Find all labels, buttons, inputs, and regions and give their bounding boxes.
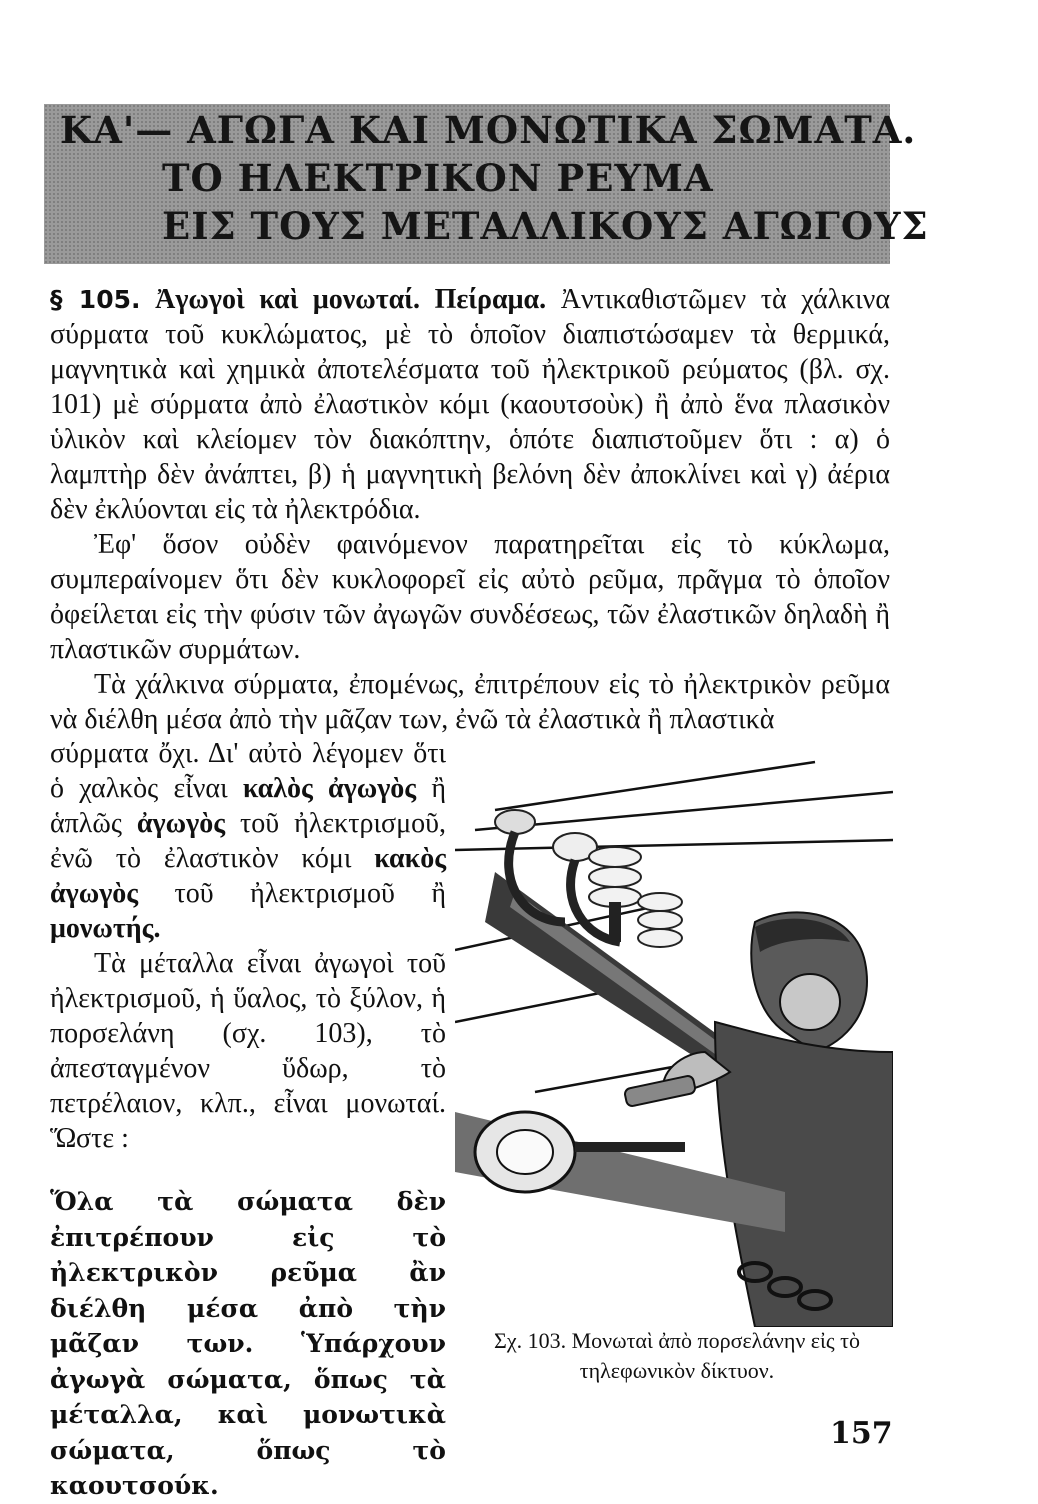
text-span: σύρματα ὄχι. Δι' αὐτὸ λέγομεν ὅτι ὁ χαλκὸς εἶναι [50, 738, 446, 804]
paragraph-1 [50, 282, 890, 527]
term-insulator: μονωτής. [50, 913, 161, 944]
chapter-title-line-3: ΕΙΣ ΤΟΥΣ ΜΕΤΑΛΛΙΚΟΥΣ ΑΓΩΓΟΥΣ [162, 204, 929, 248]
chapter-title-line-2: ΤΟ ΗΛΕΚΤΡΙΚΟΝ ΡΕΥΜΑ [162, 156, 714, 200]
text-span: τοῦ ἠλεκτρισμοῦ ἢ [174, 878, 446, 909]
chapter-banner [44, 104, 929, 264]
paragraph-1-body: Ἀντικαθιστῶμεν τὰ χάλκινα σύρματα τοῦ κυκλώματος, μὲ τὸ ὁποῖον διαπιστώσαμεν τὰ θερμικά, μαγνητικὰ καὶ χημικὰ ἀποτελέσματα τοῦ ἠλεκτρικοῦ ρεύματος (βλ. σχ. 101) μὲ σύρματα ἀπὸ ἐλαστικὸν κόμι (καουτσοὺκ) ἢ ἀπὸ ἕνα πλασικὸν ὑλικὸν καὶ κλείομεν τὸν διακόπτην, ὁπότε διαπιστοῦμεν ὅτι : α) ὁ λαμπτὴρ δὲν ἀνάπτει, β) ἡ μαγνητικὴ βελόνη δὲν ἀποκλίνει καὶ γ) ἀέρια δὲν ἐκλύονται εἰς τὰ ἠλεκτρόδια. [50, 284, 891, 525]
paragraph-4: Τὰ μέταλλα εἶναι ἀγωγοὶ τοῦ ἠλεκτρισμοῦ, ἡ ὕαλος, τὸ ξύλον, ἡ πορσελάνη (σχ. 103), τὸ ἀπεσταγμένον ὕδωρ, τὸ πετρέλαιον, κλπ., εἶναι μονωταί. Ὥστε : [50, 948, 446, 1154]
figure-porcelain-insulators [455, 752, 893, 1327]
section-heading: Ἀγωγοὶ καὶ μονωταί. Πείραμα. [155, 284, 547, 315]
section-number: § 105. [50, 285, 141, 314]
figure-caption: Σχ. 103. Μονωταὶ ἀπὸ πορσελάνην εἰς τὸ τηλεφωνικὸν δίκτυον. [494, 1328, 860, 1383]
left-column [50, 736, 446, 1156]
stacked-insulator-2 [638, 893, 682, 947]
paragraph-2: Ἐφ' ὅσον οὐδὲν φαινόμενον παρατηρεῖται εἰς τὸ κύκλωμα, συμπεραίνομεν ὅτι δὲν κυκλοφορεῖ εἰς αὐτὸ ρεῦμα, πρᾶγμα τὸ ὁποῖον ὀφείλεται εἰς τὴν φύσιν τῶν ἀγωγῶν συνδέσεως, τῶν ἐλαστικῶν δηλαδὴ ἢ πλαστικῶν συρμάτων. [50, 529, 890, 665]
page-number: 157 [830, 1416, 893, 1451]
text-span: τοῦ ἠλεκτρισμοῦ, ἐνῶ τὸ ἐλαστικὸν κόμι [50, 808, 446, 874]
term-good-conductor: καλὸς ἀγωγὸς [242, 773, 417, 804]
term-bad-conductor: κακὸς ἀγωγὸς [50, 843, 447, 909]
main-text [50, 282, 890, 737]
chapter-title-line-1: ΚΑ'— ΑΓΩΓΑ ΚΑΙ ΜΟΝΩΤΙΚΑ ΣΩΜΑΤΑ. [60, 108, 917, 152]
term-conductor: ἀγωγὸς [136, 808, 226, 839]
text-span: ἢ ἁπλῶς [50, 773, 447, 839]
summary-statement: Ὅλα τὰ σώματα δὲν ἐπιτρέπουν εἰς τὸ ἠλεκτρικὸν ρεῦμα ἂν διέλθη μέσα ἀπὸ τὴν μᾶζαν των. Ὑπάρχουν ἀγωγὰ σώματα, ὅπως τὰ μέταλλα, καὶ μονωτικὰ σώματα, ὅπως τὸ καουτσούκ. [50, 1187, 446, 1500]
paragraph-3-continued [50, 736, 446, 946]
stacked-insulator [589, 847, 641, 942]
paragraph-3: Τὰ χάλκινα σύρματα, ἐπομένως, ἐπιτρέπουν εἰς τὸ ἠλεκτρικὸν ρεῦμα νὰ διέλθη μέσα ἀπὸ τὴν μᾶζαν των, ἐνῶ τὰ ἐλαστικὰ ἢ πλαστικὰ [50, 669, 890, 735]
